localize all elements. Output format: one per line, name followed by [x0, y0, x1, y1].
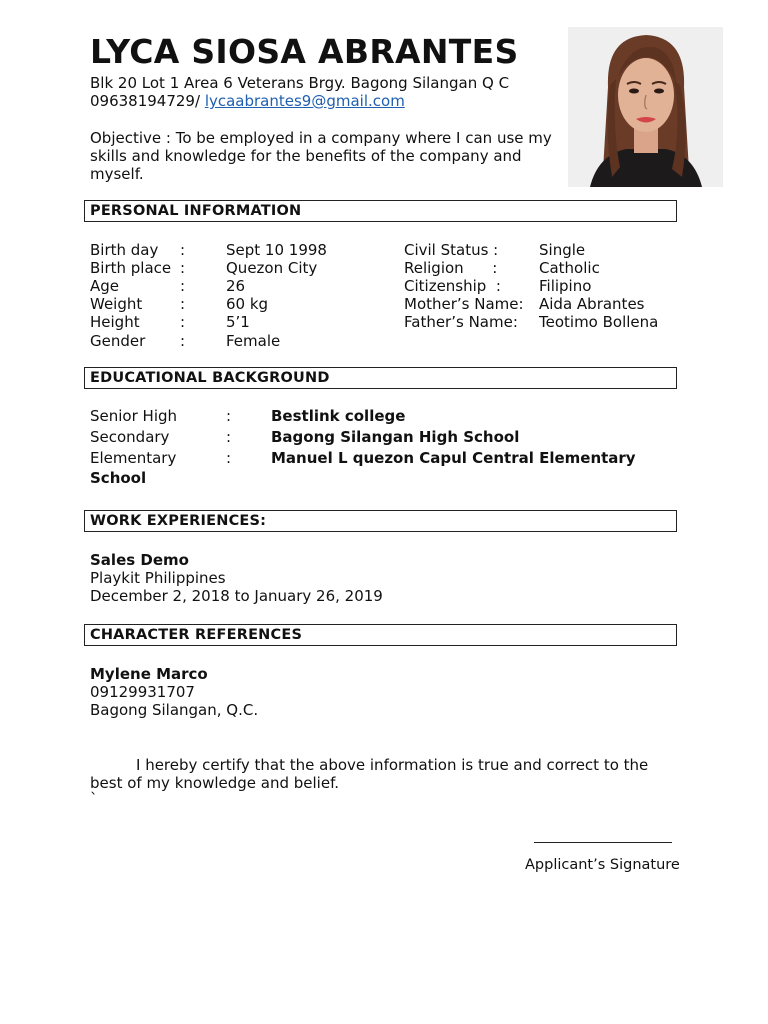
personal-sep: :	[180, 332, 186, 350]
work-company: Playkit Philippines	[90, 569, 226, 587]
work-position: Sales Demo	[90, 551, 189, 569]
personal-value-citizenship: Filipino	[539, 277, 592, 295]
section-header-education: EDUCATIONAL BACKGROUND	[84, 367, 677, 389]
personal-value-weight: 60 kg	[226, 295, 269, 313]
portrait-illustration	[568, 27, 723, 187]
signature-line	[534, 842, 672, 843]
personal-label-citizenship: Citizenship :	[404, 277, 501, 295]
personal-value-birthplace: Quezon City	[226, 259, 318, 277]
personal-label-birthplace: Birth place	[90, 259, 172, 277]
personal-label-mother: Mother’s Name:	[404, 295, 524, 313]
email-link[interactable]: lycaabrantes9@gmail.com	[204, 92, 405, 110]
education-value-secondary: Bagong Silangan High School	[271, 428, 520, 446]
personal-label-height: Height	[90, 313, 140, 331]
education-label-senior-high: Senior High	[90, 407, 178, 425]
reference-name: Mylene Marco	[90, 665, 208, 683]
personal-sep: :	[180, 313, 186, 331]
education-value-elementary: Manuel L quezon Capul Central Elementary	[271, 449, 636, 467]
personal-value-age: 26	[226, 277, 246, 295]
personal-value-birthday: Sept 10 1998	[226, 241, 327, 259]
personal-value-civil-status: Single	[539, 241, 586, 259]
objective-line-3: myself.	[90, 165, 144, 183]
reference-address: Bagong Silangan, Q.C.	[90, 701, 259, 719]
objective-line-1: Objective : To be employed in a company where I can use my	[90, 129, 552, 147]
personal-sep: :	[180, 241, 186, 259]
personal-label-gender: Gender	[90, 332, 146, 350]
personal-sep: :	[180, 277, 186, 295]
education-label-secondary: Secondary	[90, 428, 170, 446]
education-value-senior-high: Bestlink college	[271, 407, 406, 425]
education-sep: :	[226, 449, 232, 467]
applicant-name: LYCA SIOSA ABRANTES	[90, 32, 519, 71]
address: Blk 20 Lot 1 Area 6 Veterans Brgy. Bagong Silangan Q C	[90, 74, 510, 92]
stray-mark: `	[90, 790, 98, 808]
section-header-personal: PERSONAL INFORMATION	[84, 200, 677, 222]
education-value-elementary-wrap: School	[90, 469, 147, 487]
personal-value-father: Teotimo Bollena	[539, 313, 659, 331]
personal-label-father: Father’s Name:	[404, 313, 518, 331]
personal-label-religion: Religion :	[404, 259, 498, 277]
education-label-elementary: Elementary	[90, 449, 177, 467]
objective-line-2: skills and knowledge for the benefits of the company and	[90, 147, 522, 165]
signature-label: Applicant’s Signature	[525, 857, 680, 873]
personal-value-height: 5’1	[226, 313, 250, 331]
personal-label-birthday: Birth day	[90, 241, 159, 259]
personal-label-civil-status: Civil Status :	[404, 241, 499, 259]
personal-sep: :	[180, 259, 186, 277]
section-header-work: WORK EXPERIENCES:	[84, 510, 677, 532]
applicant-photo	[568, 27, 723, 187]
work-period: December 2, 2018 to January 26, 2019	[90, 587, 383, 605]
certification-line-2: best of my knowledge and belief.	[90, 774, 340, 792]
personal-label-weight: Weight	[90, 295, 143, 313]
personal-value-gender: Female	[226, 332, 281, 350]
education-sep: :	[226, 407, 232, 425]
reference-phone: 09129931707	[90, 683, 195, 701]
phone-number: 09638194729/	[90, 92, 205, 110]
contact-line	[90, 92, 405, 110]
certification-line-1: I hereby certify that the above information is true and correct to the	[136, 756, 649, 774]
personal-label-age: Age	[90, 277, 120, 295]
personal-value-religion: Catholic	[539, 259, 600, 277]
personal-value-mother: Aida Abrantes	[539, 295, 645, 313]
education-sep: :	[226, 428, 232, 446]
personal-sep: :	[180, 295, 186, 313]
section-header-references: CHARACTER REFERENCES	[84, 624, 677, 646]
